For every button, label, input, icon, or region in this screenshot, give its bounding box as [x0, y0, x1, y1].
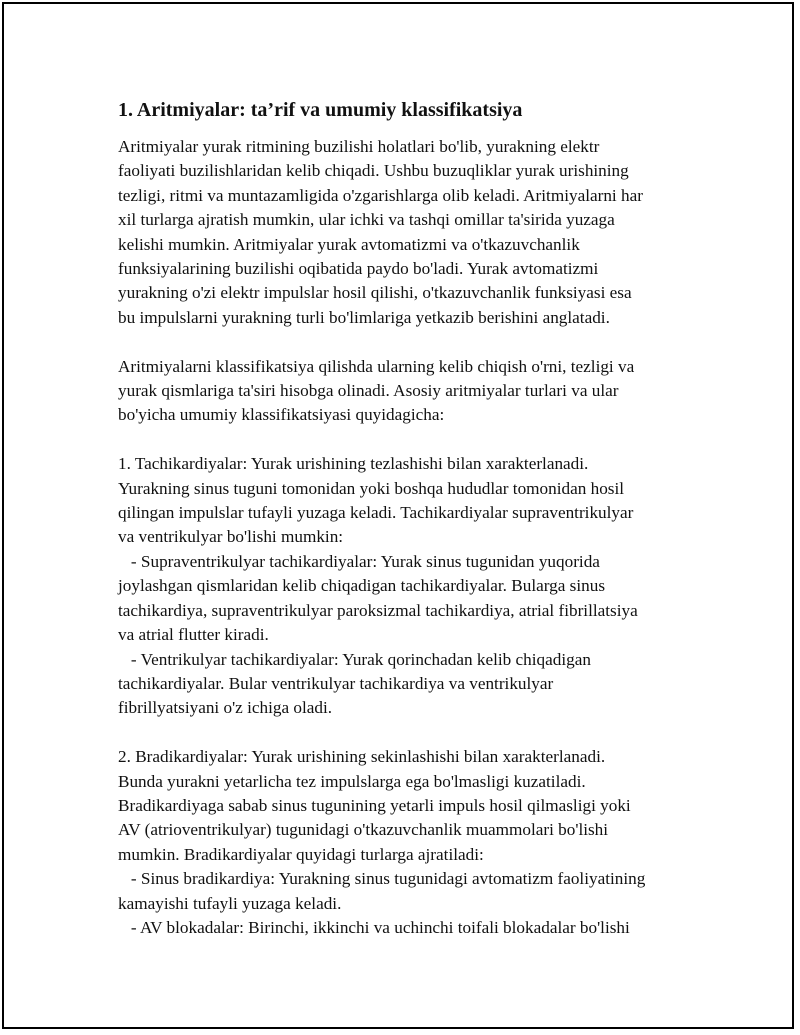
text-line: tezligi, ritmi va muntazamligida o'zgarishlarga olib keladi. Aritmiyalarni har [118, 185, 643, 205]
text-line: va atrial flutter kiradi. [118, 625, 269, 645]
text-line: tachikardiyalar. Bular ventrikulyar tachikardiya va ventrikulyar [118, 673, 554, 693]
text-line: faoliyati buzilishlaridan kelib chiqadi. Ushbu buzuqliklar yurak urishining [118, 161, 629, 181]
text-line: Bunda yurakni yetarlicha tez impulslarga ega bo'lmasligi kuzatiladi. [118, 771, 586, 791]
paragraph-break [118, 721, 698, 745]
text-line: yurakning o'zi elektr impulslar hosil qilishi, o'tkazuvchanlik funksiyasi esa [118, 283, 632, 303]
section-heading: 1. Aritmiyalar: ta’rif va umumiy klassifikatsiya [118, 99, 523, 121]
text-line: va ventrikulyar bo'lishi mumkin: [118, 527, 344, 547]
text-line: bo'yicha umumiy klassifikatsiyasi quyidagicha: [118, 405, 445, 425]
text-line: kamayishi tufayli yuzaga keladi. [118, 893, 342, 913]
text-line: fibrillyatsiyani o'z ichiga oladi. [118, 698, 333, 718]
body-text [118, 135, 698, 940]
text-line: kelishi mumkin. Aritmiyalar yurak avtomatizmi va o'tkazuvchanlik [118, 234, 580, 254]
text-line: - AV blokadalar: Birinchi, ikkinchi va uchinchi toifali blokadalar bo'lishi [118, 917, 630, 937]
text-line: qilingan impulslar tufayli yuzaga keladi. Tachikardiyalar supraventrikulyar [118, 503, 634, 523]
text-line: mumkin. Bradikardiyalar quyidagi turlarga ajratiladi: [118, 844, 484, 864]
text-line: tachikardiya, supraventrikulyar paroksizmal tachikardiya, atrial fibrillatsiya [118, 600, 638, 620]
paragraph-break [118, 330, 698, 354]
text-line: xil turlarga ajratish mumkin, ular ichki va tashqi omillar ta'sirida yuzaga [118, 210, 615, 230]
text-line: Yurakning sinus tuguni tomonidan yoki boshqa hududlar tomonidan hosil [118, 478, 625, 498]
text-line: yurak qismlariga ta'siri hisobga olinadi. Asosiy aritmiyalar turlari va ular [118, 381, 619, 401]
text-line: - Supraventrikulyar tachikardiyalar: Yurak sinus tugunidan yuqorida [118, 551, 600, 571]
text-line: bu impulslarni yurakning turli bo'limlariga yetkazib berishini anglatadi. [118, 307, 610, 327]
text-line: AV (atrioventrikulyar) tugunidagi o'tkazuvchanlik muammolari bo'lishi [118, 820, 609, 840]
text-line: Aritmiyalar yurak ritmining buzilishi holatlari bo'lib, yurakning elektr [118, 137, 600, 156]
text-line: - Ventrikulyar tachikardiyalar: Yurak qorinchadan kelib chiqadigan [118, 649, 591, 669]
text-line: funksiyalarining buzilishi oqibatida paydo bo'ladi. Yurak avtomatizmi [118, 259, 599, 279]
text-line: joylashgan qismlaridan kelib chiqadigan tachikardiyalar. Bularga sinus [118, 576, 606, 596]
text-line: Aritmiyalarni klassifikatsiya qilishda ularning kelib chiqish o'rni, tezligi va [118, 356, 635, 376]
text-line: 2. Bradikardiyalar: Yurak urishining sekinlashishi bilan xarakterlanadi. [118, 747, 606, 767]
text-line: Bradikardiyaga sabab sinus tugunining yetarli impuls hosil qilmasligi yoki [118, 795, 631, 815]
document-body [118, 97, 698, 940]
paragraph-break [118, 428, 698, 452]
text-line: - Sinus bradikardiya: Yurakning sinus tugunidagi avtomatizm faoliyatining [118, 869, 646, 889]
text-line: 1. Tachikardiyalar: Yurak urishining tezlashishi bilan xarakterlanadi. [118, 454, 589, 474]
